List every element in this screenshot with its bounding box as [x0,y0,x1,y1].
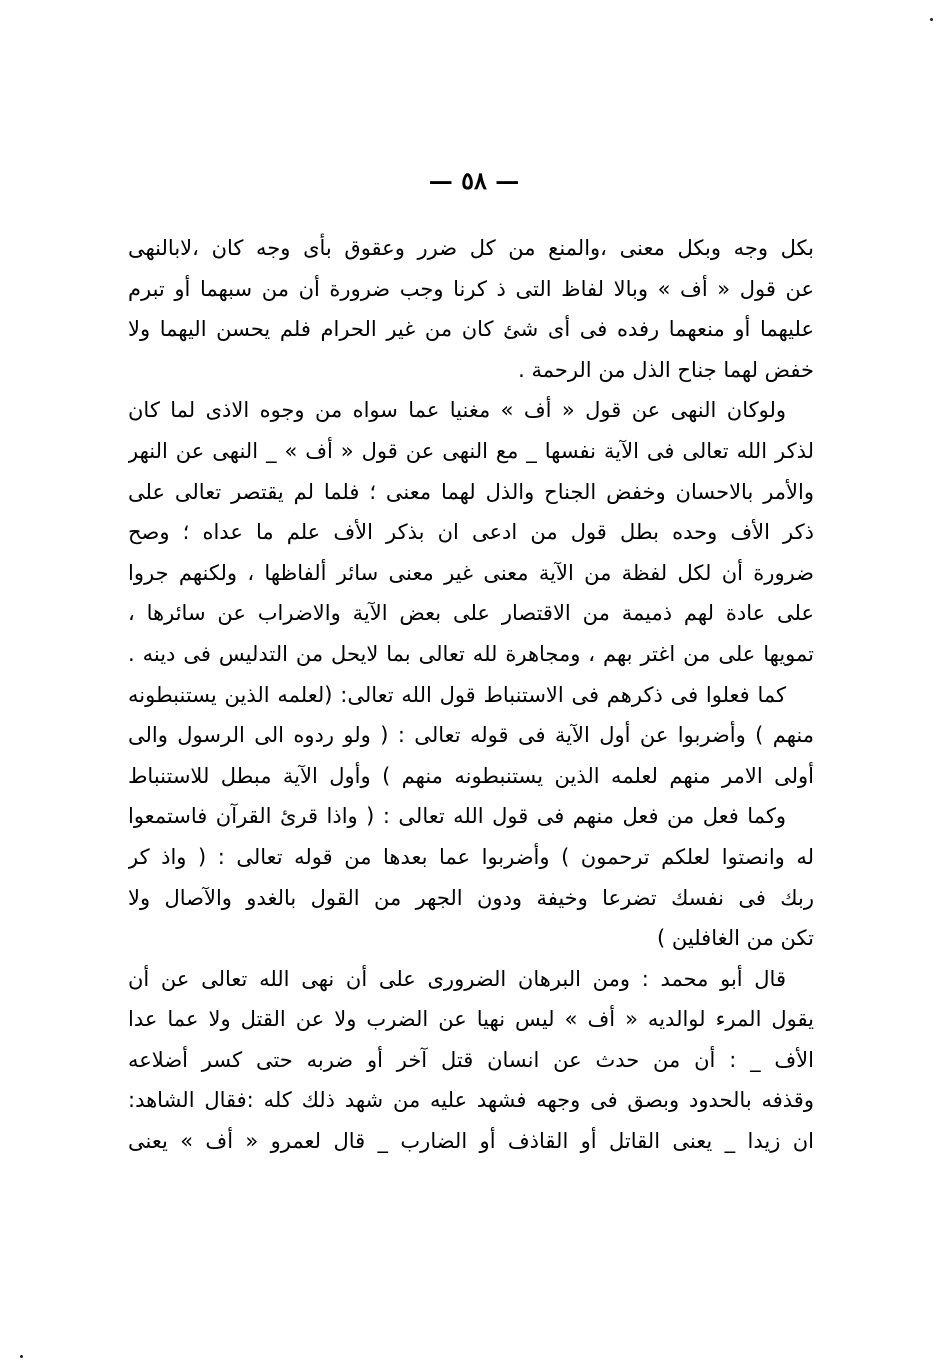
text-line: الأف _ : أن من حدث عن انسان قتل آخر أو ضربه حتى كسر أضلاعه [128,1047,814,1072]
text-line: قال أبو محمد : ومن البرهان الضرورى على أن نهى الله تعالى عن أن [128,966,786,991]
body-text [128,228,814,1162]
text-line: عليهما أو منعهما رفده فى أى شئ كان من غير الحرام فلم يحسن اليهما ولا [128,317,814,342]
text-line: ربك فى نفسك تضرعا وخيفة ودون الجهر من القول بالغدو والآصال ولا [128,885,814,910]
page-number: — ٥٨ — [428,166,520,195]
text-line: تمويها على من اغتر بهم ، ومجاهرة لله تعالى بما لايحل من التدليس فى دينه . [128,641,814,666]
text-line: بكل وجه وبكل معنى ،والمنع من كل ضرر وعقوق بأى وجه كان ،لابالنهى [128,236,814,260]
text-line: له وانصتوا لعلكم ترحمون ) وأضربوا عما بعدها من قوله تعالى : ( واذ كر [128,844,814,869]
text-line: وقذفه بالحدود وبصق فى وجهه فشهد عليه من شهد ذلك كله :فقال الشاهد: [128,1088,814,1113]
text-line: ان زيدا _ يعنى القاتل أو القاذف أو الضارب _ قال لعمرو « أف » يعنى [128,1129,814,1154]
text-line: والأمر بالاحسان وخفض الجناح والذل لهما معنى ؛ فلما لم يقتصر تعالى على [128,479,814,504]
text-line: لذكر الله تعالى فى الآية نفسها _ مع النهى عن قول « أف » _ النهى عن النهر [128,438,814,463]
text-line: ولوكان النهى عن قول « أف » مغنيا عما سواه من وجوه الاذى لما كان [128,398,786,423]
text-line: منهم ) وأضربوا عن أول الآية فى قوله تعالى : ( ولو ردوه الى الرسول والى [128,723,814,748]
text-line: خفض لهما جناح الذل من الرحمة . [518,357,814,382]
text-line: ذكر الأف وحده بطل قول من ادعى ان بذكر الأف علم ما عداه ؛ وصح [128,520,814,545]
scan-speck [930,18,933,21]
text-line: يقول المرء لوالديه « أف » ليس نهيا عن الضرب ولا عن القتل ولا عما عدا [128,1007,814,1032]
scan-speck [20,1355,23,1358]
text-line: عن قول « أف » وبالا لفاظ التى ذ كرنا وجب ضرورة أن من سبهما أو تبرم [128,276,814,301]
text-line: تكن من الغافلين ) [657,926,814,951]
text-line: كما فعلوا فى ذكرهم فى الاستنباط قول الله تعالى: (لعلمه الذين يستنبطونه [128,682,786,707]
text-line: أولى الامر منهم لعلمه الذين يستنبطونه منهم ) وأول الآية مبطل للاستنباط [128,763,814,788]
text-line: وكما فعل من فعل منهم فى قول الله تعالى : ( واذا قرئ القرآن فاستمعوا [128,804,786,829]
text-line: على عادة لهم ذميمة من الاقتصار على بعض الآية والاضراب عن سائرها ، [128,601,814,626]
text-line: ضرورة أن لكل لفظة من الآية معنى غير معنى سائر ألفاظها ، ولكنهم جروا [128,560,814,585]
